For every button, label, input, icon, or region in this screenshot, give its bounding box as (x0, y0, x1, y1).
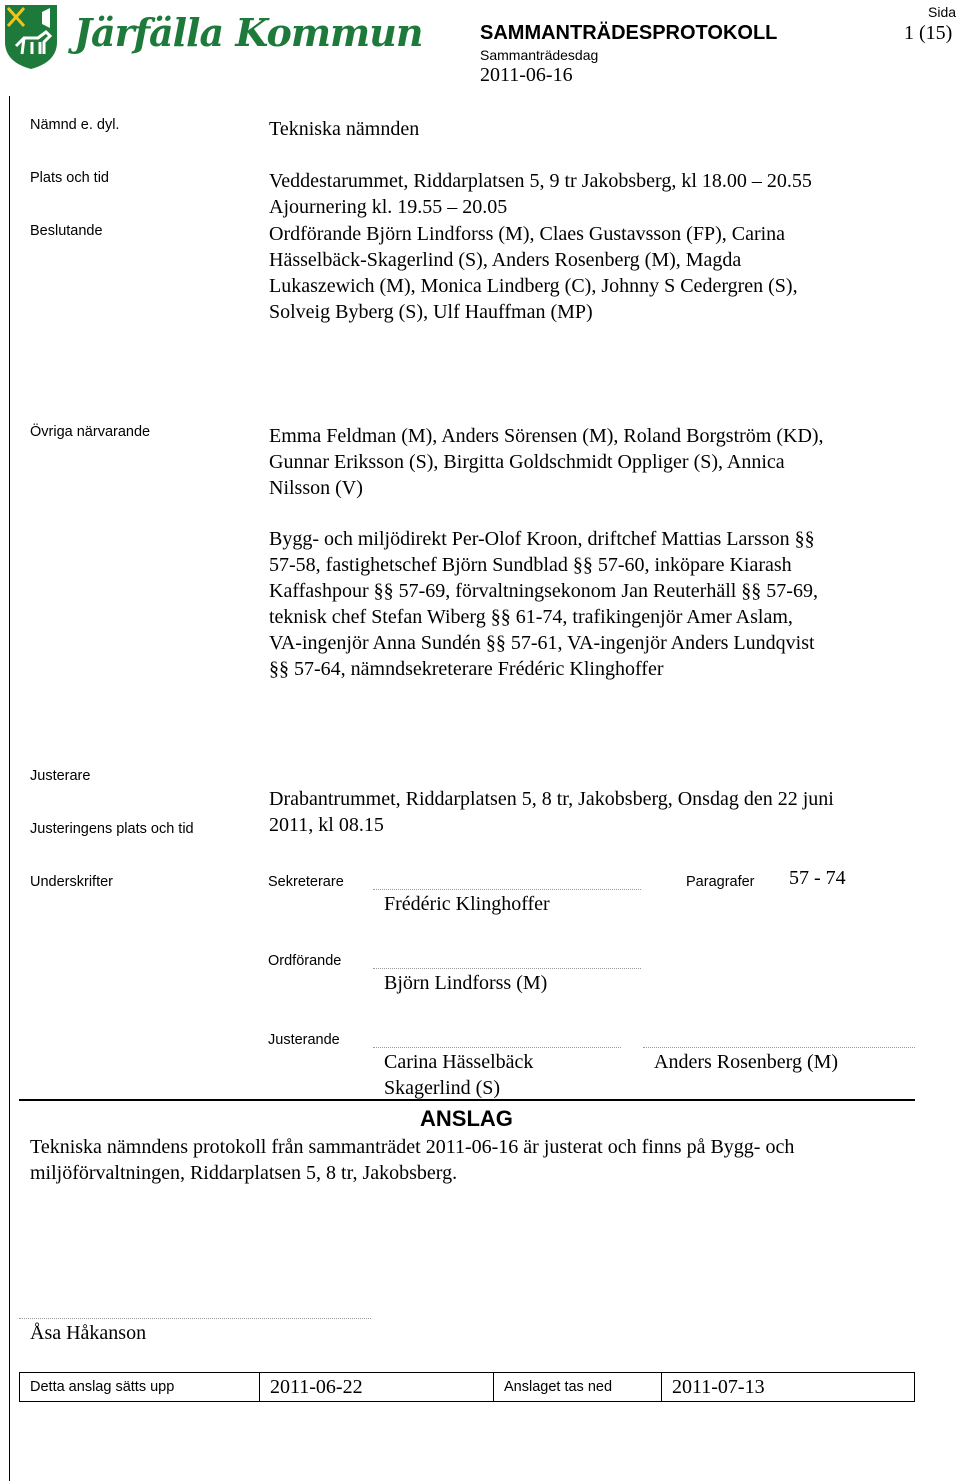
plats-label: Plats och tid (30, 170, 109, 186)
justerande1-line: Skagerlind (S) (384, 1077, 501, 1099)
logo-wordmark: Järfälla Kommun (74, 10, 423, 55)
paragrafer-label: Paragrafer (686, 874, 755, 890)
paragrafer-value: 57 - 74 (789, 867, 846, 889)
tjansteman-line: 57-58, fastighetschef Björn Sundblad §§ 57-60, inköpare Kiarash (269, 554, 792, 576)
justerande2-name: Anders Rosenberg (M) (654, 1051, 839, 1073)
municipality-logo (2, 2, 423, 72)
namnd-label: Nämnd e. dyl. (30, 117, 120, 133)
ordforande-label: Ordförande (268, 953, 342, 969)
satts-upp-label: Detta anslag sätts upp (20, 1373, 260, 1402)
ovriga-line: Nilsson (V) (269, 477, 363, 499)
satts-upp-date: 2011-06-22 (260, 1373, 494, 1402)
coat-of-arms-icon (2, 2, 60, 70)
justering-line: Drabantrummet, Riddarplatsen 5, 8 tr, Jakobsberg, Onsdag den 22 juni (269, 788, 834, 810)
justering-label: Justeringens plats och tid (30, 821, 194, 837)
justerande-label: Justerande (268, 1032, 340, 1048)
sekreterare-signature-line (373, 889, 641, 890)
plats-line: Veddestarummet, Riddarplatsen 5, 9 tr Jakobsberg, kl 18.00 – 20.55 (269, 170, 812, 192)
beslutande-label: Beslutande (30, 223, 103, 239)
plats-line: Ajournering kl. 19.55 – 20.05 (269, 196, 508, 218)
justering-value (269, 786, 834, 838)
anslag-dates-table (19, 1372, 915, 1402)
sekreterare-name: Frédéric Klinghoffer (384, 893, 550, 915)
tjansteman-line: Bygg- och miljödirekt Per-Olof Kroon, driftchef Mattias Larsson §§ (269, 528, 815, 550)
beslutande-value (269, 221, 798, 325)
meeting-date-label: Sammanträdesdag (480, 47, 599, 63)
anslag-line: Tekniska nämndens protokoll från sammanträdet 2011-06-16 är justerat och finns på Bygg- och (30, 1136, 795, 1158)
anslag-heading: ANSLAG (420, 1106, 513, 1131)
section-divider (19, 1099, 915, 1101)
beslutande-line: Ordförande Björn Lindforss (M), Claes Gustavsson (FP), Carina (269, 223, 786, 245)
sekreterare-label: Sekreterare (268, 874, 344, 890)
justerande2-signature-line (643, 1047, 915, 1048)
ovriga-line: Gunnar Eriksson (S), Birgitta Goldschmidt Oppliger (S), Annica (269, 451, 785, 473)
meeting-date: 2011-06-16 (480, 64, 573, 86)
beslutande-line: Lukaszewich (M), Monica Lindberg (C), Johnny S Cedergren (S), (269, 275, 798, 297)
beslutande-line: Hässelbäck-Skagerlind (S), Anders Rosenberg (M), Magda (269, 249, 742, 271)
ordforande-name: Björn Lindforss (M) (384, 972, 548, 994)
justering-line: 2011, kl 08.15 (269, 814, 384, 836)
justerande1-line: Carina Hässelbäck (384, 1051, 534, 1073)
ovriga-label: Övriga närvarande (30, 424, 151, 440)
beslutande-line: Solveig Byberg (S), Ulf Hauffman (MP) (269, 301, 593, 323)
tjansteman-value (269, 526, 818, 682)
ovriga-line: Emma Feldman (M), Anders Sörensen (M), Roland Borgström (KD), (269, 425, 824, 447)
ordforande-signature-line (373, 968, 641, 969)
anslag-signature-line (19, 1318, 371, 1319)
underskrifter-label: Underskrifter (30, 874, 113, 890)
tjansteman-line: §§ 57-64, nämndsekreterare Frédéric Klinghoffer (269, 658, 664, 680)
tjansteman-line: VA-ingenjör Anna Sundén §§ 57-61, VA-ingenjör Anders Lundqvist (269, 632, 815, 654)
tjansteman-line: teknisk chef Stefan Wiberg §§ 61-74, trafikingenjör Amer Aslam, (269, 606, 793, 628)
anslag-text (30, 1134, 794, 1186)
document-title: SAMMANTRÄDESPROTOKOLL (480, 22, 778, 44)
anslag-line: miljöförvaltningen, Riddarplatsen 5, 8 tr, Jakobsberg. (30, 1162, 458, 1184)
justerare-label: Justerare (30, 768, 91, 784)
anslag-signer-name: Åsa Håkanson (30, 1322, 147, 1344)
justerande1-signature-line (373, 1047, 621, 1048)
tjansteman-line: Kaffashpour §§ 57-69, förvaltningsekonom Jan Reuterhäll §§ 57-69, (269, 580, 818, 602)
tas-ned-label: Anslaget tas ned (494, 1373, 662, 1402)
plats-value (269, 168, 812, 220)
left-margin-line (9, 96, 10, 1481)
justerande1-name (384, 1049, 533, 1101)
tas-ned-date: 2011-07-13 (662, 1373, 915, 1402)
ovriga-value (269, 423, 824, 501)
namnd-value: Tekniska nämnden (269, 118, 420, 140)
page-number: 1 (15) (904, 22, 953, 44)
page-label: Sida (928, 4, 957, 20)
